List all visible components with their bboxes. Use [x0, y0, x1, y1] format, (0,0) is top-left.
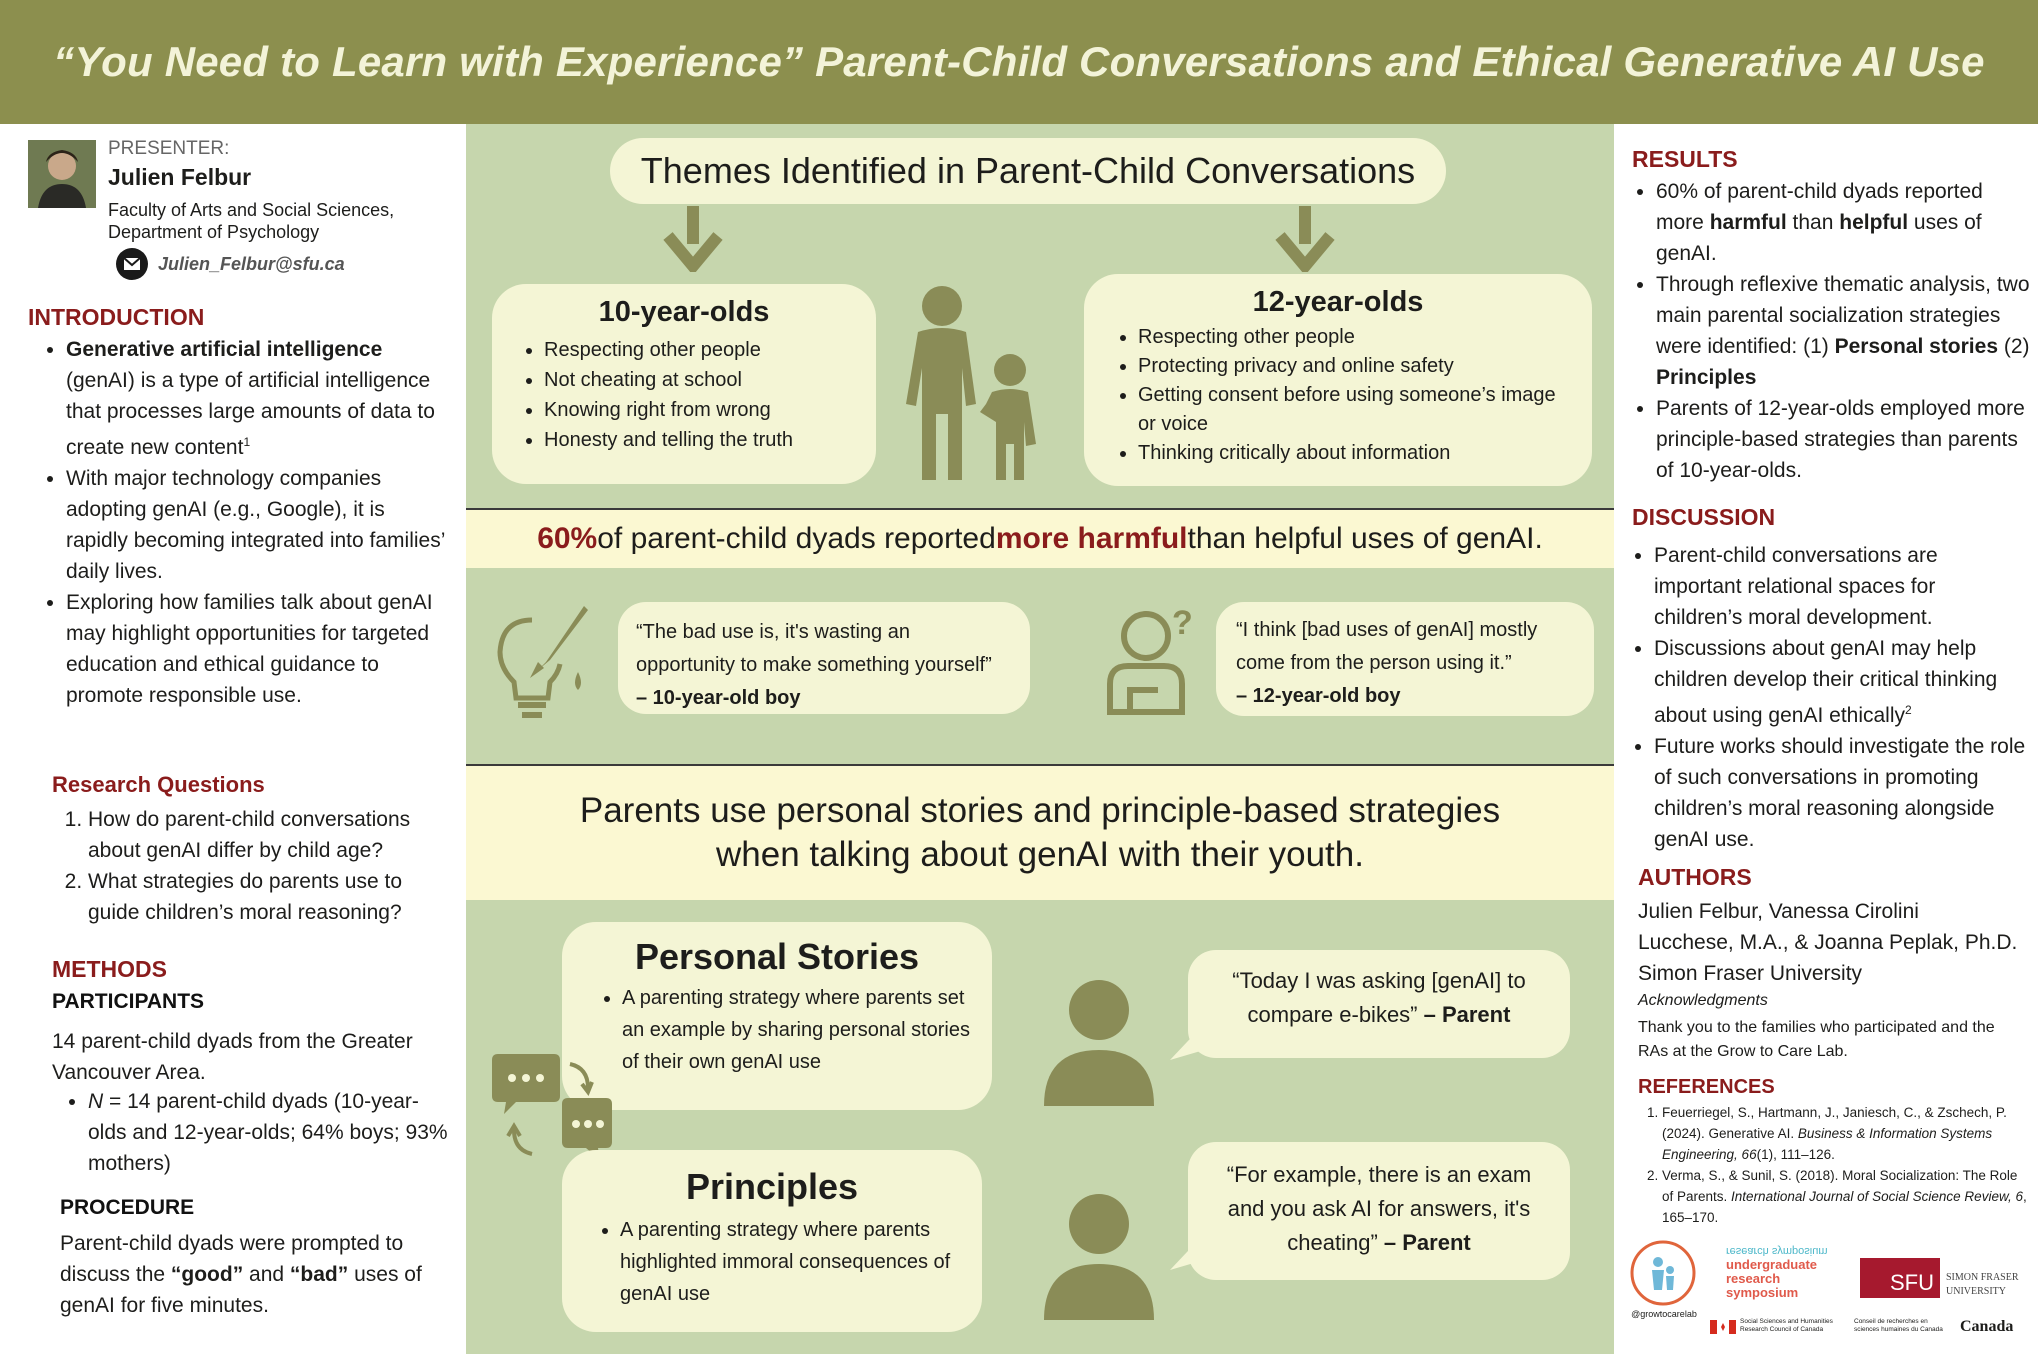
list-item: • 60% of parent-child dyads reported more harmful than helpful uses of genAI.	[1656, 176, 2030, 269]
procedure-text: Parent-child dyads were prompted to discuss the “good” and “bad” uses of genAI for five minutes.	[60, 1232, 422, 1317]
list-item: • Protecting privacy and online safety	[1138, 352, 1574, 381]
right-column	[1614, 124, 2038, 1354]
parent-avatar-icon	[1044, 1190, 1154, 1320]
parent-child-icon	[898, 284, 1048, 484]
strategies-line-1: Parents use personal stories and principle-based strategies	[579, 791, 1501, 830]
list-item: • Respecting other people	[544, 335, 876, 365]
quote-card-twelve	[1216, 602, 1594, 716]
quote-card-ten	[618, 602, 1030, 714]
twelve-year-olds-list	[1110, 323, 1574, 468]
canada-flag-icon	[1710, 1320, 1736, 1334]
parent-quote-1-text: “Today I was asking [genAI] to compare e-bikes”	[1232, 968, 1526, 1027]
grow-to-care-handle: @growtocarelab	[1631, 1309, 1697, 1319]
list-item: 2. Verma, S., & Sunil, S. (2018). Moral Socialization: The Role of Parents. International Journal of Social Science Review, 6, 165–170.	[1662, 1165, 2032, 1228]
ten-year-olds-list	[516, 335, 876, 455]
themes-heading-box	[610, 138, 1446, 204]
list-item: 2. What strategies do parents use to guide children’s moral reasoning?	[88, 866, 454, 928]
discussion-heading: DISCUSSION	[1632, 504, 1776, 530]
list-item: • With major technology companies adopting genAI (e.g., Google), it is rapidly becoming integrated into families’ daily lives.	[66, 463, 448, 587]
ten-year-olds-card	[492, 284, 876, 484]
list-item: • Honesty and telling the truth	[544, 425, 876, 455]
list-item: • Through reflexive thematic analysis, two main parental socialization strategies were identified: (1) Personal stories (2) Principles	[1656, 269, 2030, 393]
presenter-name: Julien Felbur	[108, 164, 252, 190]
list-item: • Parent-child conversations are important relational spaces for children’s moral development.	[1654, 540, 2028, 633]
arrow-down-icon	[1270, 206, 1340, 272]
list-item: • N = 14 parent-child dyads (10-year-olds and 12-year-olds; 64% boys; 93% mothers)	[88, 1086, 450, 1179]
acknowledgments-text: Thank you to the families who participated and the RAs at the Grow to Care Lab.	[1638, 1019, 1995, 1060]
results-list	[1630, 176, 2030, 486]
presenter-label: PRESENTER:	[108, 138, 230, 159]
principles-list	[592, 1214, 962, 1310]
parent-quote-2-attribution: – Parent	[1377, 1230, 1471, 1255]
introduction-list	[38, 334, 448, 711]
arrow-down-icon	[658, 206, 728, 272]
sshrc-french: Conseil de recherches en sciences humaines du Canada	[1854, 1318, 1943, 1333]
twelve-year-olds-card	[1084, 274, 1592, 486]
speech-tail-icon	[1170, 1024, 1204, 1064]
strategies-line-2: when talking about genAI with their youth.	[716, 835, 1364, 874]
authors-institution: Simon Fraser University	[1638, 962, 1863, 985]
quote-twelve-text: “I think [bad uses of genAI] mostly come from the person using it.”	[1236, 619, 1538, 674]
acknowledgments-heading: Acknowledgments	[1638, 992, 1768, 1009]
references-list	[1636, 1102, 2032, 1228]
list-item: • Generative artificial intelligence (genAI) is a type of artificial intelligence that processes large amounts of data to create new content$^1$	[66, 334, 448, 463]
sfu-name-1: SIMON FRASER	[1946, 1272, 2019, 1283]
center-panel	[466, 124, 1614, 1354]
list-item: • Knowing right from wrong	[544, 395, 876, 425]
presenter-affiliation-2: Department of Psychology	[108, 222, 320, 242]
list-item: 1. Feuerriegel, S., Hartmann, J., Janiesch, C., & Zschech, P. (2024). Generative AI. Business & Information Systems Engineering, 66(1), 111–126.	[1662, 1102, 2032, 1165]
lightbulb-brush-icon	[492, 602, 592, 722]
authors-names: Julien Felbur, Vanessa Cirolini Lucchese, M.A., & Joanna Peplak, Ph.D.	[1638, 900, 2018, 954]
quote-ten-text: “The bad use is, it's wasting an opportunity to make something yourself”	[636, 621, 992, 676]
thinking-person-icon	[1102, 606, 1202, 716]
presenter-email[interactable]: Julien_Felbur@sfu.ca	[158, 254, 345, 274]
svg-text:?: ?	[1172, 606, 1193, 642]
grow-to-care-logo	[1630, 1240, 1696, 1306]
methods-heading: METHODS	[52, 956, 167, 982]
list-item: • Getting consent before using someone’s image or voice	[1138, 381, 1574, 439]
authors-heading: AUTHORS	[1638, 864, 1752, 890]
urs-logo: research symposium undergraduate research symposium	[1726, 1245, 1828, 1300]
results-heading: RESULTS	[1632, 146, 1738, 172]
principles-card	[562, 1150, 982, 1332]
speech-tail-icon	[1170, 1234, 1204, 1274]
list-item: 1. How do parent-child conversations about genAI differ by child age?	[88, 804, 454, 866]
presenter-photo	[28, 140, 96, 208]
twelve-year-olds-title: 12-year-olds	[1252, 286, 1424, 318]
poster-header	[0, 0, 2038, 124]
discussion-list	[1628, 540, 2028, 855]
left-column	[0, 124, 466, 1354]
list-item: • Exploring how families talk about genAI may highlight opportunities for targeted education and ethical guidance to promote responsible use.	[66, 587, 448, 711]
list-item: • Not cheating at school	[544, 365, 876, 395]
list-item: • A parenting strategy where parents highlighted immoral consequences of genAI use	[620, 1214, 962, 1310]
participants-text: 14 parent-child dyads from the Greater Vancouver Area.	[52, 1030, 413, 1084]
list-item: • A parenting strategy where parents set an example by sharing personal stories of their own genAI use	[622, 982, 972, 1078]
list-item: • Discussions about genAI may help children develop their critical thinking about using genAI ethically$^2$	[1654, 633, 2028, 731]
references-heading: REFERENCES	[1638, 1076, 1775, 1098]
personal-stories-title: Personal Stories	[634, 936, 920, 977]
themes-heading: Themes Identified in Parent-Child Conversations	[640, 150, 1416, 191]
principles-title: Principles	[685, 1166, 859, 1207]
research-questions-heading: Research Questions	[52, 772, 265, 797]
email-icon	[116, 248, 148, 280]
quote-twelve-attribution: – 12-year-old boy	[1236, 685, 1401, 707]
list-item: • Future works should investigate the role of such conversations in promoting children’s moral reasoning alongside genAI use.	[1654, 731, 2028, 855]
strategies-banner	[466, 766, 1614, 900]
presenter-affiliation-1: Faculty of Arts and Social Sciences,	[108, 200, 395, 220]
chat-bubbles-icon	[492, 1054, 612, 1164]
parent-quote-card-2	[1188, 1142, 1570, 1280]
sfu-name-2: UNIVERSITY	[1946, 1286, 2006, 1297]
participants-list	[60, 1086, 450, 1179]
parent-avatar-icon	[1044, 976, 1154, 1106]
participants-heading: PARTICIPANTS	[52, 990, 205, 1013]
parent-quote-2-text: “For example, there is an exam and you ask AI for answers, it's cheating”	[1226, 1162, 1532, 1255]
research-questions-list	[44, 804, 454, 928]
poster-title: “You Need to Learn with Experience” Parent-Child Conversations and Ethical Generative AI Use	[53, 38, 1985, 85]
ten-year-olds-title: 10-year-olds	[598, 296, 770, 328]
finding-banner: 60% of parent-child dyads reported more harmful than helpful uses of genAI.	[466, 510, 1614, 568]
list-item: • Parents of 12-year-olds employed more principle-based strategies than parents of 10-year-olds.	[1656, 393, 2030, 486]
list-item: • Thinking critically about information	[1138, 439, 1574, 468]
introduction-heading: INTRODUCTION	[28, 304, 205, 330]
procedure-heading: PROCEDURE	[60, 1196, 195, 1219]
personal-stories-list	[594, 982, 972, 1078]
canada-wordmark: Canada	[1960, 1318, 2014, 1335]
personal-stories-card	[562, 922, 992, 1110]
list-item: • Respecting other people	[1138, 323, 1574, 352]
quote-ten-attribution: – 10-year-old boy	[636, 687, 801, 709]
parent-quote-1-attribution: – Parent	[1417, 1002, 1511, 1027]
parent-quote-card-1	[1188, 950, 1570, 1058]
sfu-logo: SFU	[1860, 1258, 1940, 1298]
sshrc-english: Social Sciences and Humanities Research Council of Canada	[1740, 1318, 1833, 1333]
